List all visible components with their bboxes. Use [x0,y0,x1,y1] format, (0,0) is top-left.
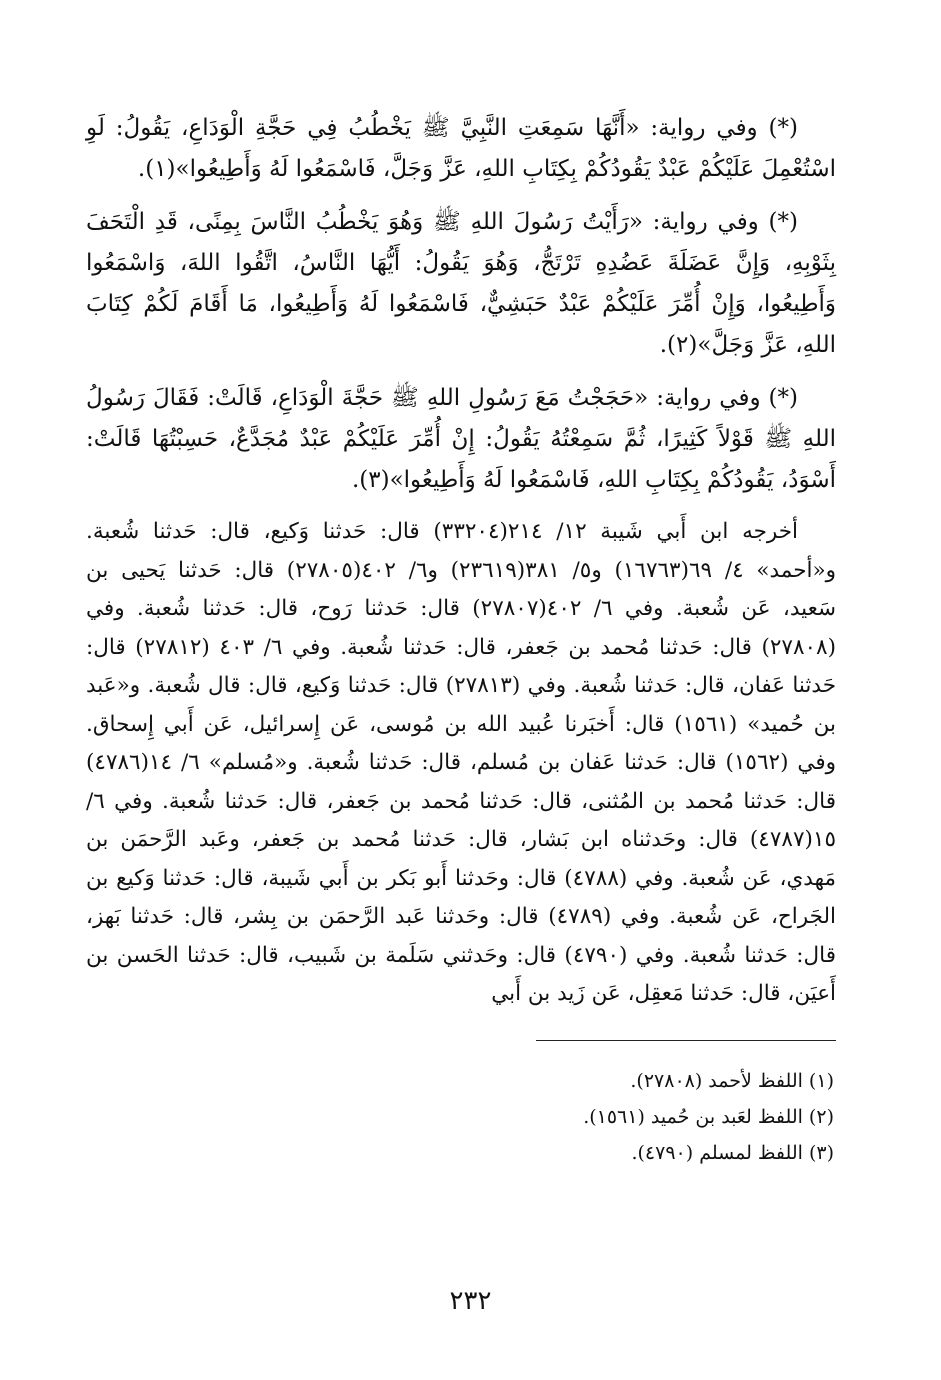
footnote-1: (١) اللفظ لأحمد (٢٧٨٠٨). [630,1069,834,1092]
hadith-section [86,108,836,501]
hadith-paragraph-2: (*) وفي رواية: «رَأَيْتُ رَسُولَ اللهِ ﷺ وَهُوَ يَخْطُبُ النَّاسَ بِمِنًى، قَدِ الْتَحَفَ بِثَوْبِهِ، وَإِنَّ عَضَلَةَ عَضُدِهِ تَرْتَجُّ، وَهُوَ يَقُولُ: أَيُّهَا النَّاسُ، اتَّقُوا اللهَ، وَاسْمَعُوا وَأَطِيعُوا، وَإِنْ أُمِّرَ عَلَيْكُمْ عَبْدٌ حَبَشِيٌّ، فَاسْمَعُوا لَهُ وَأَطِيعُوا، مَا أَقَامَ لَكُمْ كِتَابَ اللهِ، عَزَّ وَجَلَّ»(٢). [86,209,836,358]
hadith-paragraph-1: (*) وفي رواية: «أَنَّهَا سَمِعَتِ النَّبِيَّ ﷺ يَخْطُبُ فِي حَجَّةِ الْوَدَاعِ، يَقُولُ: لَوِ اسْتُعْمِلَ عَلَيْكُمْ عَبْدٌ يَقُودُكُمْ بِكِتَابِ اللهِ، عَزَّ وَجَلَّ، فَاسْمَعُوا لَهُ وَأَطِيعُوا»(١). [86,115,836,182]
footnote-divider [536,1040,836,1041]
footnote-3: (٣) اللفظ لمسلم (٤٧٩٠). [631,1141,834,1164]
footnote-2: (٢) اللفظ لعَبد بن حُميد (١٥٦١). [583,1105,834,1128]
book-page [86,108,836,1358]
takhrij-paragraph: أخرجه ابن أَبي شَيبة ١٢/ ٢١٤(٣٣٢٠٤) قال: حَدثنا وَكيع، قال: حَدثنا شُعبة. و«أحمد» ٤/ ٦٩(١٦٧٦٣) و٥/ ٣٨١(٢٣٦١٩) و٦/ ٤٠٢(٢٧٨٠٥) قال: حَدثنا يَحيى بن سَعيد، عَن شُعبة. وفي ٦/ ٤٠٢(٢٧٨٠٧) قال: حَدثنا رَوح، قال: حَدثنا شُعبة. وفي (٢٧٨٠٨) قال: حَدثنا مُحمد بن جَعفر، قال: حَدثنا شُعبة. وفي ٦/ ٤٠٣ (٢٧٨١٢) قال: حَدثنا عَفان، قال: حَدثنا شُعبة. وفي (٢٧٨١٣) قال: حَدثنا وَكيع، قال: قال شُعبة. و«عَبد بن حُميد» (١٥٦١) قال: أَخبَرنا عُبيد الله بن مُوسى، عَن إِسرائيل، عَن أَبي إِسحاق. وفي (١٥٦٢) قال: حَدثنا عَفان بن مُسلم، قال: حَدثنا شُعبة. و«مُسلم» ٦/ ١٤(٤٧٨٦) قال: حَدثنا مُحمد بن المُثنى، قال: حَدثنا مُحمد بن جَعفر، قال: حَدثنا شُعبة. وفي ٦/ ١٥(٤٧٨٧) قال: وحَدثناه ابن بَشار، قال: حَدثنا مُحمد بن جَعفر، وعَبد الرَّحمَن بن مَهدي، عَن شُعبة. وفي (٤٧٨٨) قال: وحَدثنا أَبو بَكر بن أَبي شَيبة، قال: حَدثنا وَكيع بن الجَراح، عَن شُعبة. وفي (٤٧٨٩) قال: وحَدثنا عَبد الرَّحمَن بن بِشر، قال: حَدثنا بَهز، قال: حَدثنا شُعبة. وفي (٤٧٩٠) قال: وحَدثني سَلَمة بن شَبيب، قال: حَدثنا الحَسن بن أَعيَن، قال: حَدثنا مَعقِل، عَن زَيد بن أَبي [86,519,837,1006]
page-number: ٢٣٢ [449,1286,492,1316]
footnotes-list [86,1063,836,1171]
hadith-paragraph-3: (*) وفي رواية: «حَجَجْتُ مَعَ رَسُولِ اللهِ ﷺ حَجَّةَ الْوَدَاعِ، قَالَتْ: فَقَالَ رَسُولُ اللهِ ﷺ قَوْلاً كَثِيرًا، ثُمَّ سَمِعْتُهُ يَقُولُ: إِنْ أُمِّرَ عَلَيْكُمْ عَبْدٌ مُجَدَّعٌ، حَسِبْتُهَا قَالَتْ: أَسْوَدُ، يَقُودُكُمْ بِكِتَابِ اللهِ، فَاسْمَعُوا لَهُ وَأَطِيعُوا»(٣). [86,385,836,493]
